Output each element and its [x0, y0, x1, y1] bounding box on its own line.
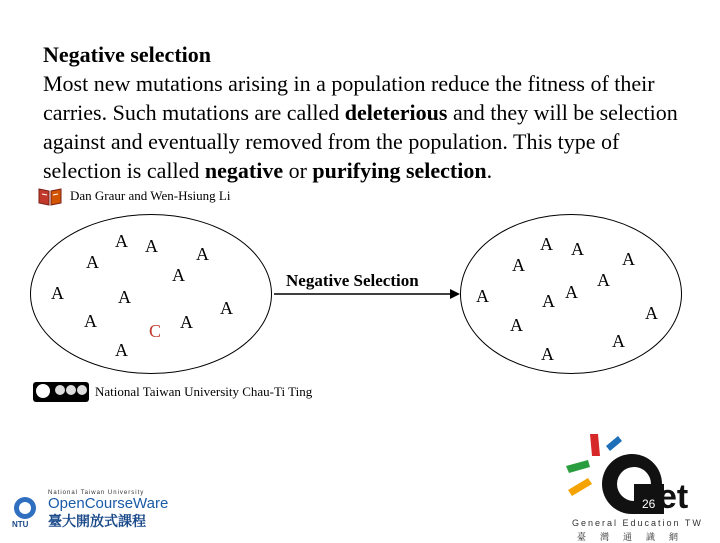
right-allele: A: [541, 344, 554, 364]
left-allele: A: [196, 244, 209, 264]
right-allele: A: [612, 331, 625, 351]
left-allele: A: [86, 252, 99, 272]
right-allele: A: [622, 249, 635, 269]
right-allele: A: [476, 286, 489, 306]
left-allele: A: [118, 287, 131, 307]
right-allele: A: [565, 282, 578, 302]
right-allele: A: [512, 255, 525, 275]
body-text-2: and they will be selection against and eventually removed from the population. This type of selection is called: [43, 100, 678, 183]
book-icon: [38, 186, 62, 206]
right-allele: A: [542, 291, 555, 311]
slide-body: [43, 69, 703, 185]
credit-line: [38, 186, 230, 206]
ntu-ocw-logo: [8, 490, 168, 531]
right-allele: A: [571, 239, 584, 259]
right-allele: A: [597, 270, 610, 290]
svg-text:NTU: NTU: [12, 519, 29, 528]
left-allele: A: [220, 298, 233, 318]
cc-by-nc-sa-icon: [33, 382, 89, 402]
right-allele: A: [540, 234, 553, 254]
left-allele: A: [84, 311, 97, 331]
left-allele: A: [180, 312, 193, 332]
slide-text: [43, 40, 703, 185]
right-allele: A: [510, 315, 523, 335]
mutant-allele: C: [149, 321, 162, 341]
credit-text: Dan Graur and Wen-Hsiung Li: [70, 188, 231, 203]
term-negative: negative: [204, 158, 284, 183]
page-number: 26: [642, 497, 656, 511]
term-purifying-selection: purifying selection: [312, 158, 487, 183]
ntu-ocw-chinese: 臺大開放式課程: [48, 513, 146, 529]
body-text-4: .: [486, 158, 493, 183]
left-allele: A: [145, 236, 158, 256]
license-text: National Taiwan University Chau-Ti Ting: [95, 384, 313, 399]
right-allele: A: [645, 303, 658, 323]
license-line: [33, 382, 312, 402]
svg-text:et: et: [658, 478, 689, 516]
left-allele: A: [115, 340, 128, 360]
left-allele: A: [172, 265, 185, 285]
body-text-3: or: [283, 158, 313, 183]
body-text-1: Most new mutations arising in a population reduce the fitness of their carries. Such mutations are called: [43, 71, 655, 125]
left-allele: A: [51, 283, 64, 303]
ntu-name: National Taiwan University: [48, 490, 145, 496]
ocw-name: OpenCourseWare: [48, 495, 169, 512]
term-deleterious: deleterious: [344, 100, 448, 125]
ntu-mark-icon: [8, 494, 42, 528]
slide-heading: Negative selection: [43, 42, 211, 67]
get-chinese: 臺灣通識網: [577, 532, 693, 542]
left-allele: A: [115, 231, 128, 251]
get-subtitle: General Education TW: [572, 518, 703, 528]
negative-selection-label: Negative Selection: [286, 271, 419, 290]
